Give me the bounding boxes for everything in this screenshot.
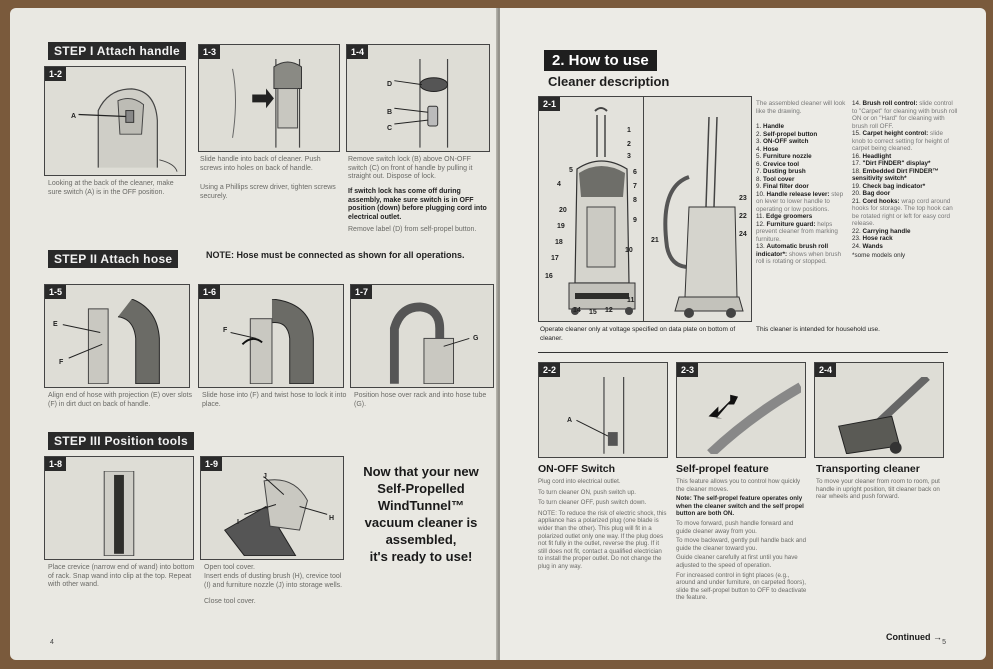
text-line: Guide cleaner carefully at first until you have adjusted to the speed of operation. — [676, 554, 798, 569]
part-name: Dusting brush — [763, 168, 806, 175]
part-number: 20 — [559, 207, 567, 214]
part-number: 5 — [569, 167, 573, 174]
transport-heading: Transporting cleaner — [816, 463, 920, 475]
part-desc: slide control to "Carpet" for cleaning with brush roll ON or on "Hard" for cleaning with brush roll OFF. — [852, 100, 958, 130]
part-number: 7. — [756, 168, 762, 175]
figure-tag: 1-9 — [201, 457, 222, 471]
part-name: Handle — [763, 123, 785, 130]
part-number: 4 — [557, 181, 561, 188]
parts-list-item — [756, 123, 848, 131]
callout-a2: A — [567, 417, 573, 424]
parts-list-item — [756, 138, 848, 146]
part-number: 9. — [756, 183, 762, 190]
figure-1-6 — [198, 284, 344, 388]
parts-list-item — [756, 221, 848, 244]
parts-list-item — [756, 153, 848, 161]
part-number: 3 — [627, 153, 631, 160]
part-number: 15. — [852, 130, 861, 137]
part-name: Bag door — [862, 190, 891, 197]
callout-g: G — [473, 335, 479, 342]
parts-col2-items — [852, 100, 958, 250]
voltage-note: Operate cleaner only at voltage specified on data plate on bottom of cleaner. — [540, 326, 736, 342]
part-number: 1 — [627, 127, 631, 134]
part-name: Handle release lever: — [766, 190, 830, 198]
part-number: 12 — [605, 307, 613, 314]
figure-2-3 — [676, 362, 806, 458]
switch-lock-drawing — [351, 59, 485, 148]
hose-twist-drawing — [203, 299, 339, 384]
message-line: Now that your new — [363, 464, 479, 479]
figure-tag: 2-4 — [815, 363, 836, 377]
part-number: 18. — [852, 167, 861, 175]
message-line: it's ready to use! — [369, 549, 473, 564]
part-number: 8. — [756, 175, 762, 183]
part-name: ON-OFF switch — [763, 138, 809, 145]
caption-1-2: Looking at the back of the cleaner, make sure switch (A) is in the OFF position. — [48, 180, 174, 196]
on-off-switch-drawing — [543, 377, 663, 454]
section-title: 2. How to use — [544, 50, 657, 71]
parts-intro: The assembled cleaner will look like the drawing. — [756, 100, 846, 115]
figure-tag: 2-2 — [539, 363, 560, 377]
caption-1-3a: Slide handle into back of cleaner. Push screws into holes on back of handle. — [200, 156, 321, 172]
left-page — [10, 8, 498, 660]
parts-list-item — [756, 131, 848, 139]
part-number: 20. — [852, 190, 861, 197]
callout-f: F — [59, 359, 64, 366]
part-name: Embedded Dirt FINDER™ sensitivity switch* — [852, 167, 939, 182]
parts-list-item — [756, 191, 848, 214]
part-number: 11 — [627, 297, 635, 304]
part-name: Brush roll control: — [862, 100, 918, 107]
figure-1-3 — [198, 44, 340, 152]
figure-2-1 — [538, 96, 752, 322]
part-name: Self-propel button — [763, 130, 818, 138]
part-number: 22. — [852, 227, 861, 235]
part-number: 22 — [739, 213, 747, 220]
parts-list-item — [756, 243, 848, 266]
part-number: 14 — [573, 307, 581, 314]
part-name: Automatic brush roll indicator*: — [756, 243, 829, 258]
part-number: 16. — [852, 152, 861, 160]
part-name: Hose rack — [862, 235, 893, 242]
part-number: 17. — [852, 160, 861, 167]
part-number: 8 — [633, 197, 637, 204]
parts-list-item — [852, 153, 958, 161]
divider — [538, 352, 948, 353]
message-line: Self-Propelled — [377, 481, 465, 496]
household-note: This cleaner is intended for household use. — [756, 326, 880, 333]
transport-drawing — [819, 377, 939, 454]
part-number: 1. — [756, 123, 762, 130]
part-number: 2 — [627, 141, 631, 148]
part-desc: slide knob to correct setting for height of carpet being cleaned. — [852, 130, 949, 152]
part-name: Edge groomers — [766, 213, 813, 220]
callout-a: A — [71, 113, 77, 120]
caption-1-9c: Close tool cover. — [204, 598, 256, 605]
caption-1-4: Remove switch lock (B) above ON-OFF switch (C) on front of handle by pulling it straight out. Dispose of lock. — [348, 156, 473, 180]
part-desc: wrap cord around hooks for storage. The top hook can be rotated right or left for easy cord release. — [852, 197, 953, 227]
part-number: 21. — [852, 197, 861, 205]
self-propel-heading: Self-propel feature — [676, 463, 769, 475]
self-propel-text — [676, 478, 808, 602]
part-number: 14. — [852, 100, 861, 107]
handle-insert-drawing — [203, 59, 335, 148]
hose-note: NOTE: Hose must be connected as shown for all operations. — [206, 250, 465, 260]
part-name: Carrying handle — [862, 227, 911, 235]
text-line: This feature allows you to control how quickly the cleaner moves. — [676, 478, 801, 493]
caption-1-7: Position hose over rack and into hose tube (G). — [354, 392, 487, 408]
part-number: 4. — [756, 145, 762, 153]
caption-1-4b: Remove label (D) from self-propel button. — [348, 226, 477, 233]
figure-tag: 1-3 — [199, 45, 220, 59]
footnote: *some models only — [852, 252, 906, 259]
part-number: 13. — [756, 243, 765, 250]
part-name: Tool cover — [763, 175, 795, 183]
self-propel-drawing — [681, 377, 801, 454]
caption-1-4-warning: If switch lock has come off during assembly, make sure switch is in OFF position (down) before plugging cord into electrical outlet. — [348, 188, 487, 221]
step2-bar: STEP II Attach hose — [48, 250, 178, 268]
part-number: 5. — [756, 153, 762, 160]
parts-list-item — [756, 176, 848, 184]
text-line: For increased control in tight places (e.g., around and under furniture, on carpeted floors), slide the self-propel button to OFF to deactivate the feature. — [676, 571, 807, 602]
callout-b: B — [387, 109, 393, 116]
hose-rack-drawing — [355, 299, 489, 384]
cleaner-front-side-drawing — [539, 97, 752, 322]
cleaner-back-drawing — [49, 81, 181, 172]
parts-list-item — [756, 168, 848, 176]
part-number: 6. — [756, 160, 762, 168]
part-number: 15 — [589, 309, 597, 316]
parts-list-item — [852, 168, 958, 183]
part-number: 2. — [756, 130, 762, 138]
figure-tag: 1-5 — [45, 285, 66, 299]
part-name: Hose — [763, 145, 779, 153]
on-off-heading: ON-OFF Switch — [538, 463, 615, 475]
part-desc: helps prevent cleaner from marking furniture. — [756, 220, 838, 243]
part-number: 24 — [739, 231, 747, 238]
part-name: Carpet height control: — [862, 130, 929, 137]
parts-list-col2 — [852, 100, 958, 260]
message-line: vacuum cleaner is — [364, 515, 478, 530]
ready-message — [350, 463, 492, 565]
part-name: Cord hooks: — [862, 197, 900, 205]
part-number: 11. — [756, 213, 765, 220]
parts-col1-items — [756, 123, 848, 266]
part-number: 24. — [852, 242, 861, 250]
callout-e: E — [53, 321, 58, 328]
figure-tag: 1-8 — [45, 457, 66, 471]
parts-list-item — [852, 235, 958, 243]
text-line: NOTE: To reduce the risk of electric shock, this appliance has a polarized plug (one blade is wider than the other). This plug will fit in a polarized outlet only one way. If the plug does not fit fully in the outlet, reverse the plug. If it still does not fit, contact a qualified electrician to install the proper outlet. Do not change the plug in any way. — [538, 509, 667, 570]
part-number: 9 — [633, 217, 637, 224]
callout-d: D — [387, 81, 393, 88]
parts-list-item — [756, 146, 848, 154]
callout-f2: F — [223, 327, 228, 334]
caption-1-3b: Using a Phillips screw driver, tighten screws securely. — [200, 184, 336, 200]
part-number: 10. — [756, 190, 765, 198]
step1-bar: STEP I Attach handle — [48, 42, 186, 60]
parts-list-col1 — [756, 100, 848, 266]
parts-list-item — [852, 190, 958, 198]
callout-h: H — [329, 515, 335, 522]
page-number-right: 5 — [942, 639, 946, 646]
parts-list-item — [756, 161, 848, 169]
callout-j: J — [263, 473, 267, 480]
text-line: To turn cleaner OFF, push switch down. — [538, 499, 647, 507]
step3-bar: STEP III Position tools — [48, 432, 194, 450]
part-desc: step on lever to lower handle to operating or low positions. — [756, 190, 844, 213]
figure-tag: 1-6 — [199, 285, 220, 299]
part-name: Check bag indicator* — [862, 182, 926, 190]
part-number: 12. — [756, 220, 765, 228]
figure-tag: 1-2 — [45, 67, 66, 81]
parts-list-item — [756, 183, 848, 191]
figure-1-7 — [350, 284, 494, 388]
part-number: 18 — [555, 239, 563, 246]
callout-i: I — [237, 519, 239, 526]
transport-text: To move your cleaner from room to room, put handle in upright position, tilt cleaner back on rear wheels and push forward. — [816, 478, 940, 501]
section-subtitle: Cleaner description — [548, 74, 670, 89]
part-name: Furniture guard: — [766, 220, 816, 228]
figure-tag: 1-4 — [347, 45, 368, 59]
wand-clip-drawing — [49, 471, 189, 556]
caption-1-9a: Open tool cover. — [204, 564, 255, 571]
part-number: 10 — [625, 247, 633, 254]
part-number: 21 — [651, 237, 659, 244]
parts-list-item — [756, 213, 848, 221]
figure-1-4 — [346, 44, 490, 152]
figure-2-2 — [538, 362, 668, 458]
tool-storage-drawing — [205, 471, 339, 556]
parts-list-item — [852, 160, 958, 168]
parts-list-item — [852, 243, 958, 251]
manual-spread — [10, 8, 986, 660]
part-number: 23 — [739, 195, 747, 202]
text-line: Note: The self-propel feature operates only when the cleaner switch and the self propel button are both ON. — [676, 495, 804, 518]
part-name: "Dirt FINDER" display* — [862, 160, 931, 167]
callout-c: C — [387, 125, 393, 132]
caption-1-8: Place crevice (narrow end of wand) into bottom of rack. Snap wand into clip at the top. Repeat with other wand. — [48, 564, 195, 588]
part-number: 23. — [852, 235, 861, 242]
part-name: Headlight — [862, 152, 892, 160]
caption-1-9b: Insert ends of dusting brush (H), crevice tool (I) and furniture nozzle (J) into storage wells. — [204, 573, 343, 589]
figure-1-8 — [44, 456, 194, 560]
part-number: 16 — [545, 273, 553, 280]
page-number-left: 4 — [50, 639, 54, 646]
part-number: 7 — [633, 183, 637, 190]
hose-align-drawing — [49, 299, 185, 384]
message-line: assembled, — [385, 532, 457, 547]
parts-list-item — [852, 100, 958, 130]
caption-1-5: Align end of hose with projection (E) over slots (F) in dirt duct on back of handle. — [48, 392, 192, 408]
part-number: 17 — [551, 255, 559, 262]
part-name: Final filter door — [763, 183, 809, 190]
part-name: Crevice tool — [763, 160, 800, 168]
part-number: 19. — [852, 182, 861, 190]
right-page — [500, 8, 986, 660]
text-line: To move forward, push handle forward and guide cleaner away from you. — [676, 519, 794, 535]
figure-tag: 2-3 — [677, 363, 698, 377]
figure-tag: 2-1 — [539, 97, 560, 111]
part-number: 19 — [557, 223, 565, 230]
parts-list-item — [852, 183, 958, 191]
text-line: Plug cord into electrical outlet. — [538, 478, 621, 485]
part-number: 3. — [756, 138, 762, 145]
figure-1-5 — [44, 284, 190, 388]
on-off-text — [538, 478, 668, 571]
continued-label: Continued → — [886, 632, 942, 642]
text-line: To move backward, gently pull handle back and guide the cleaner toward you. — [676, 537, 807, 552]
parts-list-item — [852, 198, 958, 228]
parts-list-item — [852, 130, 958, 153]
figure-1-9 — [200, 456, 344, 560]
part-name: Wands — [862, 242, 883, 250]
part-desc: shows when brush roll is rotating or stopped. — [756, 250, 842, 265]
figure-1-2 — [44, 66, 186, 176]
text-line: To turn cleaner ON, push switch up. — [538, 488, 637, 496]
part-number: 6 — [633, 169, 637, 176]
figure-tag: 1-7 — [351, 285, 372, 299]
message-line: WindTunnel™ — [377, 498, 465, 513]
caption-1-6: Slide hose into (F) and twist hose to lock it into place. — [202, 392, 347, 408]
parts-list-item — [852, 228, 958, 236]
figure-2-4 — [814, 362, 944, 458]
part-name: Furniture nozzle — [763, 153, 812, 160]
